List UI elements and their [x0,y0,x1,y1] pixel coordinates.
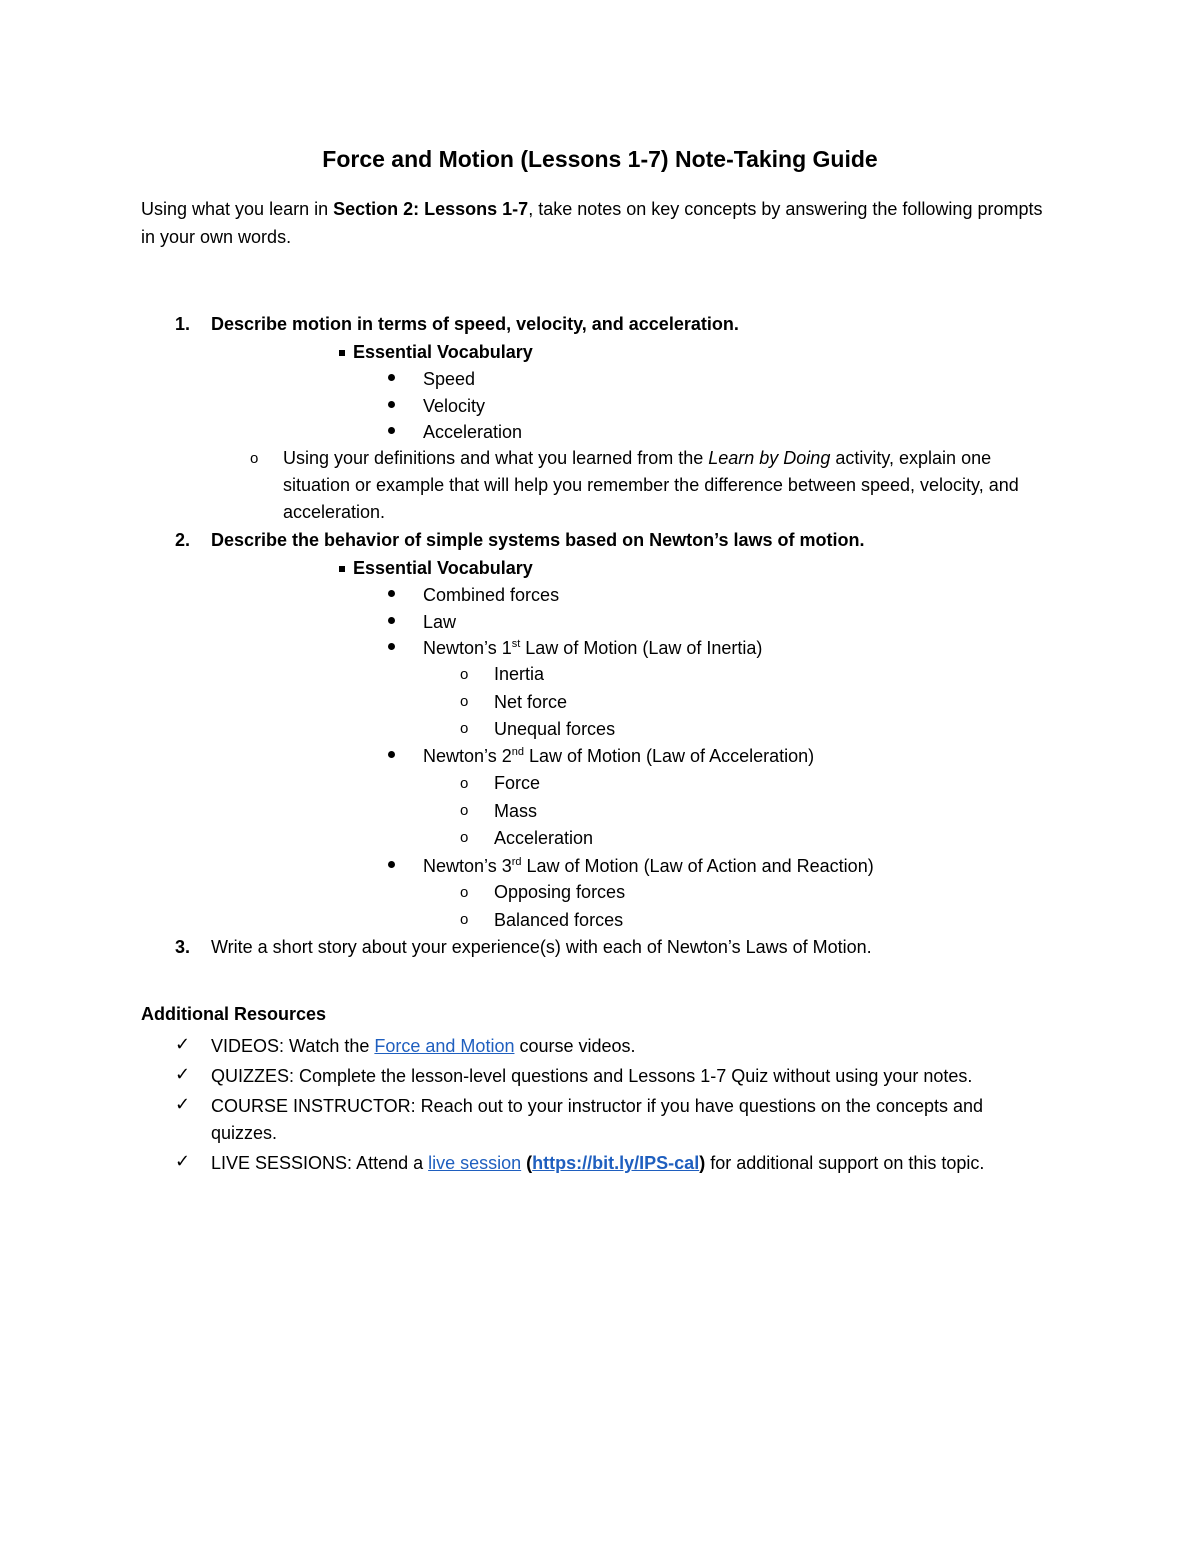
law3-sub-item: Opposing forces [494,882,626,902]
checkmark-icon: ✓ [175,1094,191,1114]
bullet-icon [388,751,395,758]
q3-prompt: Write a short story about your experience(s) with each of Newton’s Laws of Motion. [211,937,872,957]
law1-label [423,635,762,661]
q1-vocab-item: Speed [423,369,476,389]
law3-sub-item: Balanced forces [494,910,624,930]
law3-post: Law of Motion (Law of Action and Reaction) [521,856,874,876]
law2-sub-item: Mass [494,801,538,821]
circle-bullet-icon: o [460,829,469,846]
live-session-link[interactable]: live session [428,1153,522,1173]
circle-bullet-icon: o [460,693,469,710]
q1-vocab-item: Velocity [423,396,486,416]
law2-label [423,743,814,769]
q1-prompt: Describe motion in terms of speed, velocity, and acceleration. [211,314,739,334]
q2-vocab-item: Law [423,612,457,632]
bullet-icon [388,374,395,381]
live-text-before: LIVE SESSIONS: Attend a [211,1153,429,1173]
resource-quizzes: QUIZZES: Complete the lesson-level questions and Lessons 1-7 Quiz without using your notes. [211,1066,973,1086]
checkmark-icon: ✓ [175,1151,191,1171]
law1-sub-item: Inertia [494,664,545,684]
ips-cal-url-link[interactable]: https://bit.ly/IPS-cal [532,1153,700,1173]
law1-pre: Newton’s 1 [423,638,512,658]
bullet-icon [388,643,395,650]
q2-prompt: Describe the behavior of simple systems based on Newton’s laws of motion. [211,530,865,550]
checkmark-icon: ✓ [175,1064,191,1084]
videos-text-before: VIDEOS: Watch the [211,1036,375,1056]
law2-sub-item: Force [494,773,541,793]
law2-post: Law of Motion (Law of Acceleration) [523,746,815,766]
law1-sub-item: Unequal forces [494,719,616,739]
q1-task-italic: Learn by Doing [708,448,831,468]
circle-bullet-icon: o [250,450,259,467]
circle-bullet-icon: o [460,666,469,683]
law1-post: Law of Motion (Law of Inertia) [520,638,763,658]
bullet-icon [388,590,395,597]
live-paren-open: ( [521,1153,533,1173]
bullet-icon [388,617,395,624]
videos-text-after: course videos. [514,1036,636,1056]
resource-live-sessions [211,1150,984,1176]
intro-paragraph [141,195,1061,251]
q1-vocab-heading: Essential Vocabulary [353,342,533,362]
law3-sup: rd [511,856,522,868]
circle-bullet-icon: o [460,884,469,901]
intro-section-bold: Section 2: Lessons 1-7 [333,199,529,219]
q2-number: 2. [175,530,191,550]
q1-number: 1. [175,314,191,334]
law2-pre: Newton’s 2 [423,746,512,766]
law3-label [423,853,874,879]
circle-bullet-icon: o [460,775,469,792]
law2-sup: nd [511,746,524,758]
checkmark-icon: ✓ [175,1034,191,1054]
resources-heading: Additional Resources [141,1004,327,1024]
page-title: Force and Motion (Lessons 1-7) Note-Taking Guide [322,146,878,172]
law1-sup: st [511,638,521,650]
resource-instructor: COURSE INSTRUCTOR: Reach out to your instructor if you have questions on the concepts and quizzes. [211,1096,984,1143]
bullet-icon [388,401,395,408]
circle-bullet-icon: o [460,802,469,819]
q1-task-after: activity, explain one situation or example that will help you remember the difference between speed, velocity, and acceleration. [283,448,1019,522]
resource-videos [211,1033,636,1059]
q2-vocab-item: Combined forces [423,585,560,605]
bullet-icon [388,861,395,868]
circle-bullet-icon: o [460,720,469,737]
bullet-icon [388,427,395,434]
intro-text-before: Using what you learn in [141,199,334,219]
live-text-after: for additional support on this topic. [705,1153,985,1173]
square-bullet-icon [339,566,345,572]
intro-text-after: , take notes on key concepts by answering the following prompts in your own words. [141,199,1043,247]
q3-number: 3. [175,937,191,957]
law1-sub-item: Net force [494,692,568,712]
live-paren-close: ) [699,1153,706,1173]
circle-bullet-icon: o [460,911,469,928]
law2-sub-item: Acceleration [494,828,594,848]
q1-task [283,445,1043,526]
law3-pre: Newton’s 3 [423,856,512,876]
q2-vocab-heading: Essential Vocabulary [353,558,533,578]
q1-vocab-item: Acceleration [423,422,523,442]
q1-task-before: Using your definitions and what you learned from the [283,448,709,468]
force-and-motion-link[interactable]: Force and Motion [374,1036,515,1056]
square-bullet-icon [339,350,345,356]
